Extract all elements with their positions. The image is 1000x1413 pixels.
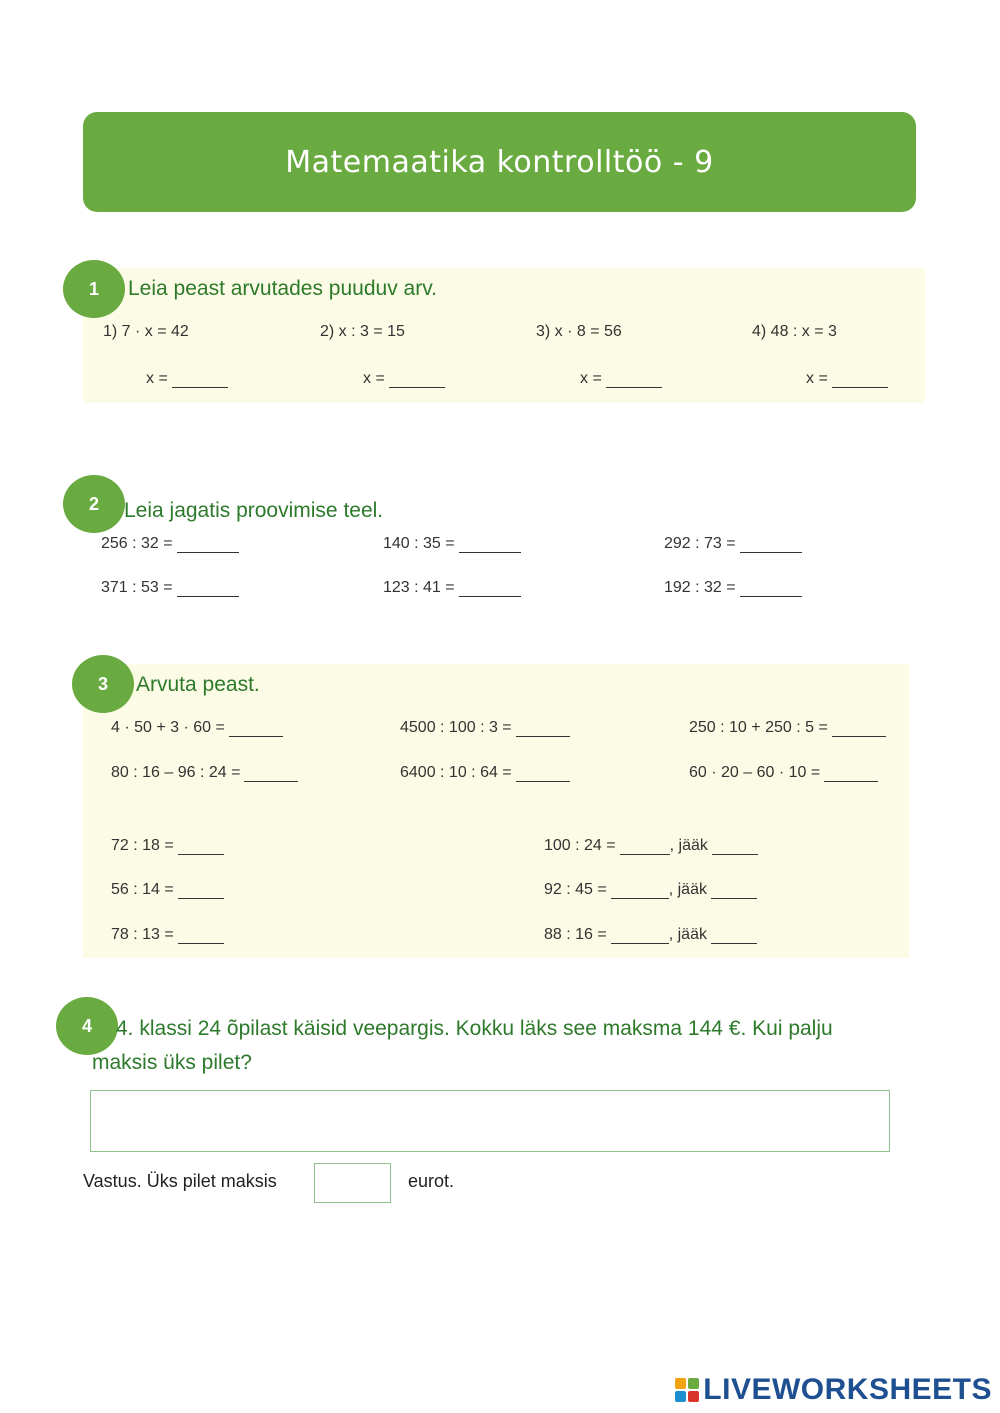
task-3-left-2: 56 : 14 =: [111, 880, 224, 899]
task-1-item-4: 4) 48 : x = 3: [752, 323, 837, 340]
answer-input[interactable]: [740, 534, 802, 553]
task-2-item-4: 371 : 53 =: [101, 578, 239, 597]
answer-input[interactable]: [177, 578, 239, 597]
task-2-item-1: 256 : 32 =: [101, 534, 239, 553]
answer-input[interactable]: [177, 534, 239, 553]
task-1-answer-3: x =: [580, 369, 662, 388]
task-2-item-3: 292 : 73 =: [664, 534, 802, 553]
answer-input[interactable]: [620, 836, 670, 855]
task-4-badge: 4: [56, 997, 118, 1055]
task-1-answer-4: x =: [806, 369, 888, 388]
answer-input[interactable]: [832, 369, 888, 388]
task-1-answer-2: x =: [363, 369, 445, 388]
task-3-item-5: 6400 : 10 : 64 =: [400, 763, 570, 782]
task-3-heading: Arvuta peast.: [136, 673, 260, 696]
remainder-input[interactable]: [711, 925, 757, 944]
task-1-item-3: 3) x · 8 = 56: [536, 323, 622, 340]
task-4-question-line-2: maksis üks pilet?: [92, 1051, 252, 1074]
answer-suffix: eurot.: [408, 1171, 455, 1191]
answer-input[interactable]: [172, 369, 228, 388]
task-1-item-1: 1) 7 · x = 42: [103, 323, 189, 340]
task-1-answer-1: x =: [146, 369, 228, 388]
task-1-heading: Leia peast arvutades puuduv arv.: [128, 277, 437, 300]
task-3-item-3: 250 : 10 + 250 : 5 =: [689, 718, 886, 737]
task-2-item-5: 123 : 41 =: [383, 578, 521, 597]
task-2-item-2: 140 : 35 =: [383, 534, 521, 553]
task-1-badge: 1: [63, 260, 125, 318]
answer-input[interactable]: [740, 578, 802, 597]
answer-input[interactable]: [178, 836, 224, 855]
answer-input[interactable]: [516, 718, 570, 737]
answer-input[interactable]: [178, 880, 224, 899]
answer-input[interactable]: [606, 369, 662, 388]
task-1-item-2: 2) x : 3 = 15: [320, 323, 405, 340]
task-3-item-4: 80 : 16 – 96 : 24 =: [111, 763, 298, 782]
task-3-item-2: 4500 : 100 : 3 =: [400, 718, 570, 737]
task-3-item-6: 60 · 20 – 60 · 10 =: [689, 763, 878, 782]
logo-text: LIVEWORKSHEETS: [703, 1373, 992, 1406]
task-3-left-3: 78 : 13 =: [111, 925, 224, 944]
answer-input[interactable]: [832, 718, 886, 737]
answer-prefix: Vastus. Üks pilet maksis: [83, 1171, 277, 1191]
task-3-item-1: 4 · 50 + 3 · 60 =: [111, 718, 283, 737]
task-2-heading: Leia jagatis proovimise teel.: [124, 499, 384, 522]
solution-box[interactable]: [90, 1090, 890, 1152]
task-3-panel: [83, 664, 909, 958]
answer-input[interactable]: [459, 534, 521, 553]
remainder-input[interactable]: [711, 880, 757, 899]
logo-icon: [675, 1378, 699, 1402]
task-3-right-2: 92 : 45 = , jääk: [544, 880, 757, 899]
task-2-item-6: 192 : 32 =: [664, 578, 802, 597]
answer-input[interactable]: [611, 925, 669, 944]
task-3-left-1: 72 : 18 =: [111, 836, 224, 855]
task-3-right-1: 100 : 24 = , jääk: [544, 836, 758, 855]
answer-input[interactable]: [229, 718, 283, 737]
task-3-right-3: 88 : 16 = , jääk: [544, 925, 757, 944]
task-3-badge: 3: [72, 655, 134, 713]
remainder-input[interactable]: [712, 836, 758, 855]
page-title: Matemaatika kontrolltöö - 9: [285, 144, 714, 180]
answer-input[interactable]: [389, 369, 445, 388]
task-4-question-line-1: 4. klassi 24 õpilast käisid veepargis. Kokku läks see maksma 144 €. Kui palju: [116, 1017, 833, 1040]
answer-input[interactable]: [516, 763, 570, 782]
title-banner: [83, 112, 916, 212]
answer-input[interactable]: [824, 763, 878, 782]
liveworksheets-logo: [675, 1373, 992, 1407]
answer-input[interactable]: [459, 578, 521, 597]
task-2-badge: 2: [63, 475, 125, 533]
answer-input[interactable]: [244, 763, 298, 782]
answer-input[interactable]: [314, 1163, 391, 1203]
answer-input[interactable]: [178, 925, 224, 944]
answer-input[interactable]: [611, 880, 669, 899]
